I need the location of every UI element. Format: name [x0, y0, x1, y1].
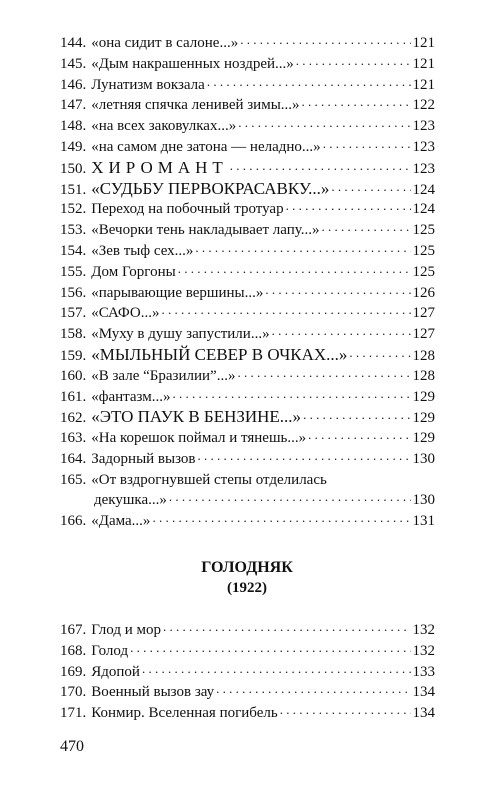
- entry-title: «САФО...»: [91, 305, 160, 322]
- dot-leader: [322, 217, 411, 237]
- dot-leader: [195, 238, 410, 258]
- entry-page: 126: [412, 284, 435, 301]
- entry-page: 129: [412, 388, 435, 405]
- toc-entry[interactable]: [60, 137, 435, 158]
- dot-leader: [198, 446, 411, 466]
- toc-list-top: [60, 33, 435, 531]
- section-year: (1922): [227, 580, 267, 596]
- entry-title: Конмир. Вселенная погибель: [91, 705, 278, 722]
- entry-title: «фантазм...»: [91, 388, 171, 405]
- entry-title: ХИРОМАНТ: [91, 157, 228, 177]
- dot-leader: [163, 617, 411, 637]
- entry-page: 132: [412, 622, 435, 638]
- entry-title: Дом Горгоны: [91, 263, 176, 280]
- entry-number: 163.: [60, 430, 87, 447]
- entry-page: 133: [412, 663, 435, 680]
- entry-page: 127: [412, 305, 435, 322]
- entry-title: «От вздрогнувшей степы отделилась: [91, 471, 327, 488]
- dot-leader: [272, 321, 411, 341]
- entry-page: 121: [412, 35, 435, 51]
- dot-leader: [303, 405, 410, 425]
- entry-number: 167.: [60, 622, 87, 638]
- dot-leader: [207, 72, 411, 92]
- entry-number: 153.: [60, 222, 87, 239]
- entry-page: 131: [412, 512, 435, 529]
- dot-leader: [162, 300, 411, 320]
- entry-page: 124: [412, 181, 435, 198]
- entry-title: «Вечорки тень накладывает лапу...»: [91, 222, 320, 239]
- entry-number: 156.: [60, 284, 87, 301]
- entry-number: 154.: [60, 242, 87, 259]
- entry-number: 146.: [60, 76, 87, 93]
- entry-number: 160.: [60, 367, 87, 384]
- entry-title: Глод и мор: [91, 622, 161, 638]
- entry-page: 125: [412, 242, 435, 259]
- entry-title: «Муху в душу запустили...»: [91, 326, 270, 343]
- dot-leader: [178, 259, 411, 279]
- entry-title: «она сидит в салоне...»: [91, 35, 239, 51]
- toc-entry[interactable]: [60, 703, 435, 724]
- dot-leader: [349, 343, 410, 363]
- entry-title: «На корешок поймал и тянешь...»: [91, 430, 307, 447]
- entry-page: 124: [412, 201, 435, 218]
- dot-leader: [142, 659, 411, 679]
- entry-page: 122: [412, 97, 435, 114]
- entry-page: 130: [412, 450, 435, 467]
- entry-number: 159.: [60, 347, 87, 364]
- entry-number: 151.: [60, 181, 87, 198]
- entry-page: 129: [412, 410, 435, 427]
- entry-title: «МЫЛЬНЫЙ СЕВЕР В ОЧКАХ...»: [91, 344, 348, 364]
- entry-page: 134: [412, 705, 435, 722]
- entry-page: 128: [412, 367, 435, 384]
- entry-page: 128: [412, 347, 435, 364]
- entry-number: 147.: [60, 97, 87, 114]
- entry-title: «Зев тыф сех...»: [91, 242, 194, 259]
- entry-page: 134: [412, 684, 435, 701]
- entry-title: Голод: [91, 642, 129, 659]
- dot-leader: [238, 113, 410, 133]
- entry-page: 121: [412, 76, 435, 93]
- entry-number: 148.: [60, 118, 87, 135]
- entry-title: «парывающие вершины...»: [91, 284, 264, 301]
- entry-number: 169.: [60, 663, 87, 680]
- dot-leader: [265, 280, 410, 300]
- entry-number: 157.: [60, 305, 87, 322]
- toc-entry[interactable]: [60, 324, 435, 345]
- entry-number: 170.: [60, 684, 87, 701]
- entry-number: 152.: [60, 201, 87, 218]
- entry-title: «на самом дне затона — неладно...»: [91, 138, 321, 155]
- section-title: ГОЛОДНЯК: [201, 559, 293, 576]
- entry-page: 125: [412, 222, 435, 239]
- entry-number: 168.: [60, 642, 87, 659]
- dot-leader: [152, 508, 410, 528]
- entry-number: 164.: [60, 450, 87, 467]
- toc-entry[interactable]: [60, 449, 435, 470]
- entry-page: 123: [412, 118, 435, 135]
- entry-number: 165.: [60, 471, 87, 488]
- dot-leader: [302, 92, 411, 112]
- dot-leader: [230, 156, 411, 176]
- entry-title: «ЭТО ПАУК В БЕНЗИНЕ...»: [91, 407, 302, 427]
- entry-number: 145.: [60, 55, 87, 72]
- toc-entry[interactable]: [60, 387, 435, 408]
- entry-title: «на всех заковулках...»: [91, 118, 237, 135]
- dot-leader: [173, 384, 411, 404]
- entry-number: 149.: [60, 138, 87, 155]
- entry-number: 155.: [60, 263, 87, 280]
- entry-title: Задорный вызов: [91, 450, 196, 467]
- dot-leader: [130, 638, 410, 658]
- dot-leader: [296, 51, 411, 71]
- entry-title: «В зале “Бразилии”...»: [91, 367, 236, 384]
- entry-number: 158.: [60, 326, 87, 343]
- entry-title: Переход на побочный тротуар: [91, 201, 284, 218]
- entry-title: «Дым накрашенных ноздрей...»: [91, 55, 294, 72]
- toc-entry[interactable]: [60, 158, 435, 179]
- entry-number: 162.: [60, 410, 87, 427]
- entry-page: 130: [412, 491, 435, 508]
- entry-number: 161.: [60, 388, 87, 405]
- entry-title: Военный вызов зау: [91, 684, 215, 701]
- page-number: 470: [60, 738, 84, 755]
- dot-leader: [323, 134, 411, 154]
- entry-title: «СУДЬБУ ПЕРВОКРАСАВКУ...»: [91, 178, 330, 198]
- entry-page: 123: [412, 138, 435, 155]
- entry-number: 144.: [60, 35, 87, 51]
- dot-leader: [237, 363, 410, 383]
- entry-page: 125: [412, 263, 435, 280]
- entry-title: «Дама...»: [91, 512, 151, 529]
- entry-title: Ядопой: [91, 663, 140, 680]
- dot-leader: [331, 177, 410, 197]
- entry-page: 127: [412, 326, 435, 343]
- dot-leader: [280, 700, 411, 720]
- dot-leader: [169, 487, 411, 507]
- entry-title: «летняя спячка ленивей зимы...»: [91, 97, 300, 114]
- entry-page: 132: [412, 642, 435, 659]
- entry-number: 166.: [60, 512, 87, 529]
- dot-leader: [240, 30, 410, 50]
- entry-number: 150.: [60, 160, 87, 177]
- entry-page: 123: [412, 160, 435, 177]
- entry-title: декушка...»: [94, 491, 167, 508]
- entry-title: Лунатизм вокзала: [91, 76, 205, 93]
- dot-leader: [216, 679, 410, 699]
- dot-leader: [308, 425, 410, 445]
- entry-page: 121: [412, 55, 435, 72]
- dot-leader: [286, 196, 411, 216]
- entry-page: 129: [412, 430, 435, 447]
- toc-entry[interactable]: [60, 511, 435, 532]
- entry-number: 171.: [60, 705, 87, 722]
- toc-list-bottom: [60, 620, 435, 724]
